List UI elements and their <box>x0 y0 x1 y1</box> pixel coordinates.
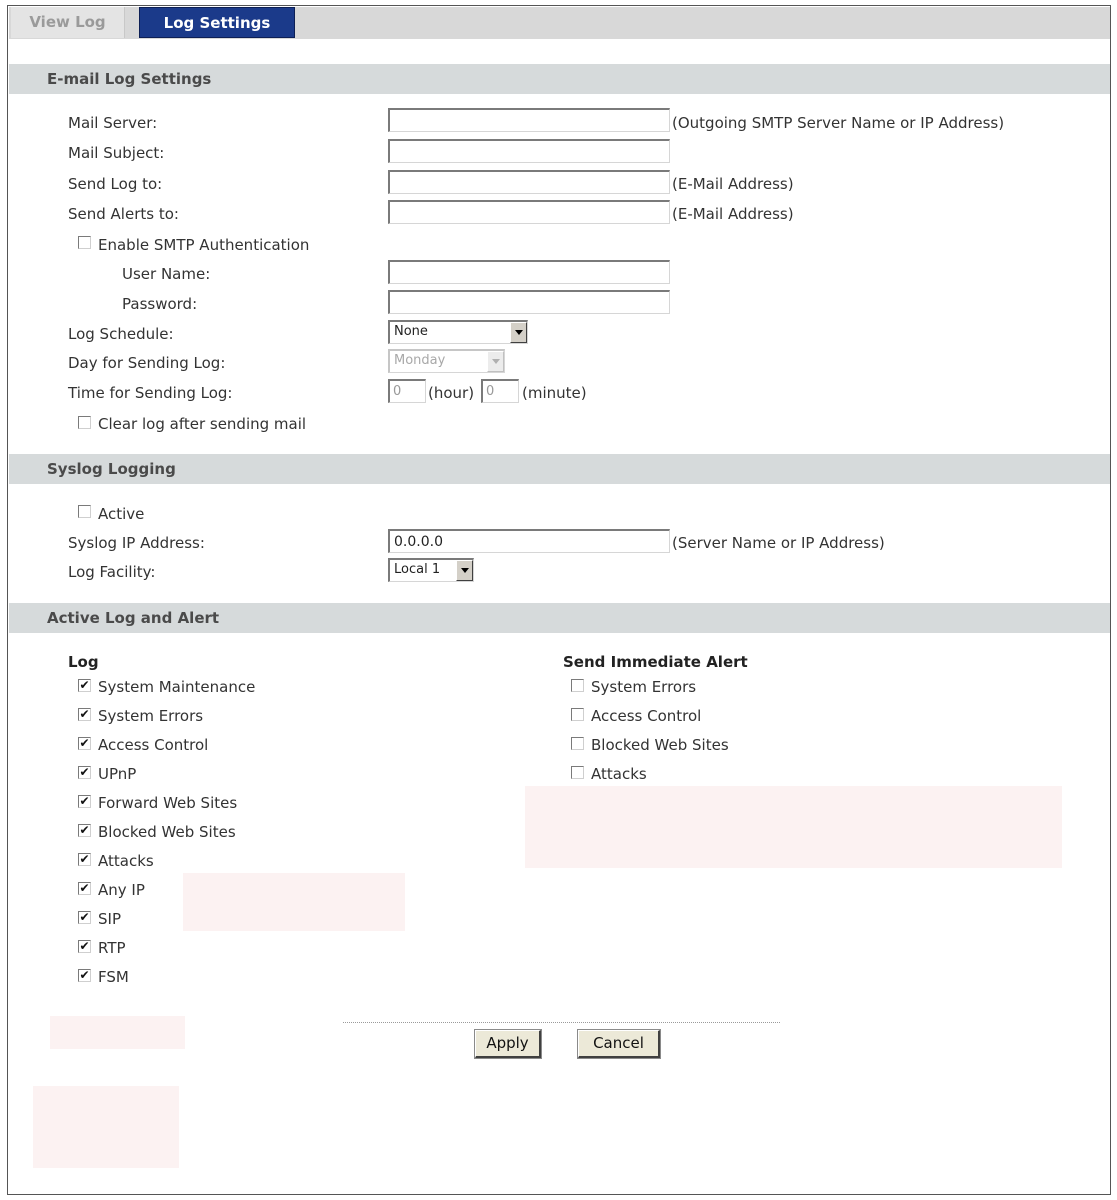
password-label: Password: <box>122 295 198 313</box>
log-item-checkbox[interactable]: ✔ <box>79 707 90 721</box>
log-item-checkbox[interactable]: ✔ <box>79 736 90 750</box>
chevron-down-icon <box>456 560 473 581</box>
alert-item-checkbox[interactable] <box>571 766 584 779</box>
tab-log-settings[interactable]: Log Settings <box>139 7 295 38</box>
clear-log-label: Clear log after sending mail <box>98 415 307 433</box>
log-facility-value: Local 1 <box>394 562 441 577</box>
blank-panel <box>33 1086 179 1168</box>
log-facility-label: Log Facility: <box>68 563 156 581</box>
section-header-syslog: Syslog Logging <box>9 454 1110 484</box>
log-item-checkbox[interactable]: ✔ <box>79 823 90 837</box>
chevron-down-icon <box>510 322 527 343</box>
tab-view-log[interactable]: View Log <box>11 7 125 38</box>
user-name-input[interactable] <box>388 260 670 284</box>
alert-item-label: Access Control <box>591 707 702 725</box>
clear-log-checkbox[interactable] <box>78 416 91 429</box>
send-alerts-to-hint: (E-Mail Address) <box>672 205 794 223</box>
log-item-label: Access Control <box>98 736 209 754</box>
day-for-sending-log-value: Monday <box>394 353 446 368</box>
send-alerts-to-label: Send Alerts to: <box>68 205 179 223</box>
cancel-button[interactable]: Cancel <box>578 1030 660 1058</box>
log-column-header: Log <box>68 653 99 671</box>
log-item-label: Attacks <box>98 852 154 870</box>
log-item-checkbox[interactable]: ✔ <box>79 852 90 866</box>
section-header-email: E-mail Log Settings <box>9 64 1110 94</box>
log-item-label: FSM <box>98 968 129 986</box>
enable-smtp-auth-label: Enable SMTP Authentication <box>98 236 310 254</box>
send-alerts-to-input[interactable] <box>388 200 670 224</box>
hour-unit: (hour) <box>428 384 475 402</box>
log-item-label: SIP <box>98 910 121 928</box>
divider <box>343 1022 780 1023</box>
log-facility-select[interactable] <box>388 558 474 582</box>
alert-item-label: System Errors <box>591 678 697 696</box>
alert-item-label: Attacks <box>591 765 647 783</box>
log-item-checkbox[interactable]: ✔ <box>79 968 90 982</box>
log-item-checkbox[interactable]: ✔ <box>79 765 90 779</box>
syslog-ip-label: Syslog IP Address: <box>68 534 205 552</box>
minute-unit: (minute) <box>522 384 587 402</box>
mail-subject-label: Mail Subject: <box>68 144 165 162</box>
send-log-to-input[interactable] <box>388 170 670 194</box>
time-for-sending-log-label: Time for Sending Log: <box>68 384 233 402</box>
syslog-active-checkbox[interactable] <box>78 505 91 518</box>
alert-item-checkbox[interactable] <box>571 737 584 750</box>
log-item-checkbox[interactable]: ✔ <box>79 939 90 953</box>
log-item-label: RTP <box>98 939 126 957</box>
log-item-label: Forward Web Sites <box>98 794 238 812</box>
log-item-label: System Errors <box>98 707 204 725</box>
user-name-label: User Name: <box>122 265 211 283</box>
alert-item-checkbox[interactable] <box>571 708 584 721</box>
log-schedule-value: None <box>394 324 428 339</box>
hour-input[interactable] <box>388 379 426 403</box>
log-item-label: UPnP <box>98 765 137 783</box>
day-for-sending-log-select <box>388 349 505 373</box>
mail-server-label: Mail Server: <box>68 114 158 132</box>
blank-panel <box>525 786 1062 868</box>
log-item-checkbox[interactable]: ✔ <box>79 881 90 895</box>
log-item-checkbox[interactable]: ✔ <box>79 910 90 924</box>
syslog-ip-hint: (Server Name or IP Address) <box>672 534 885 552</box>
blank-panel <box>50 1016 185 1049</box>
section-header-active-log: Active Log and Alert <box>9 603 1110 633</box>
day-for-sending-log-label: Day for Sending Log: <box>68 354 226 372</box>
log-schedule-label: Log Schedule: <box>68 325 174 343</box>
syslog-ip-input[interactable] <box>388 529 670 553</box>
syslog-active-label: Active <box>98 505 145 523</box>
password-input[interactable] <box>388 290 670 314</box>
send-log-to-hint: (E-Mail Address) <box>672 175 794 193</box>
minute-input[interactable] <box>481 379 519 403</box>
chevron-down-icon <box>487 351 504 372</box>
alert-item-checkbox[interactable] <box>571 679 584 692</box>
blank-panel <box>183 873 405 931</box>
tab-bar <box>9 7 1110 41</box>
mail-subject-input[interactable] <box>388 139 670 163</box>
log-item-label: Blocked Web Sites <box>98 823 236 841</box>
enable-smtp-auth-checkbox[interactable] <box>78 236 91 249</box>
mail-server-hint: (Outgoing SMTP Server Name or IP Address) <box>672 114 1005 132</box>
alert-column-header: Send Immediate Alert <box>563 653 748 671</box>
log-item-label: Any IP <box>98 881 145 899</box>
send-log-to-label: Send Log to: <box>68 175 163 193</box>
mail-server-input[interactable] <box>388 108 670 132</box>
alert-item-label: Blocked Web Sites <box>591 736 729 754</box>
log-item-checkbox[interactable]: ✔ <box>79 794 90 808</box>
log-item-checkbox[interactable]: ✔ <box>79 678 90 692</box>
log-schedule-select[interactable] <box>388 320 528 344</box>
log-item-label: System Maintenance <box>98 678 256 696</box>
apply-button[interactable]: Apply <box>475 1030 541 1058</box>
